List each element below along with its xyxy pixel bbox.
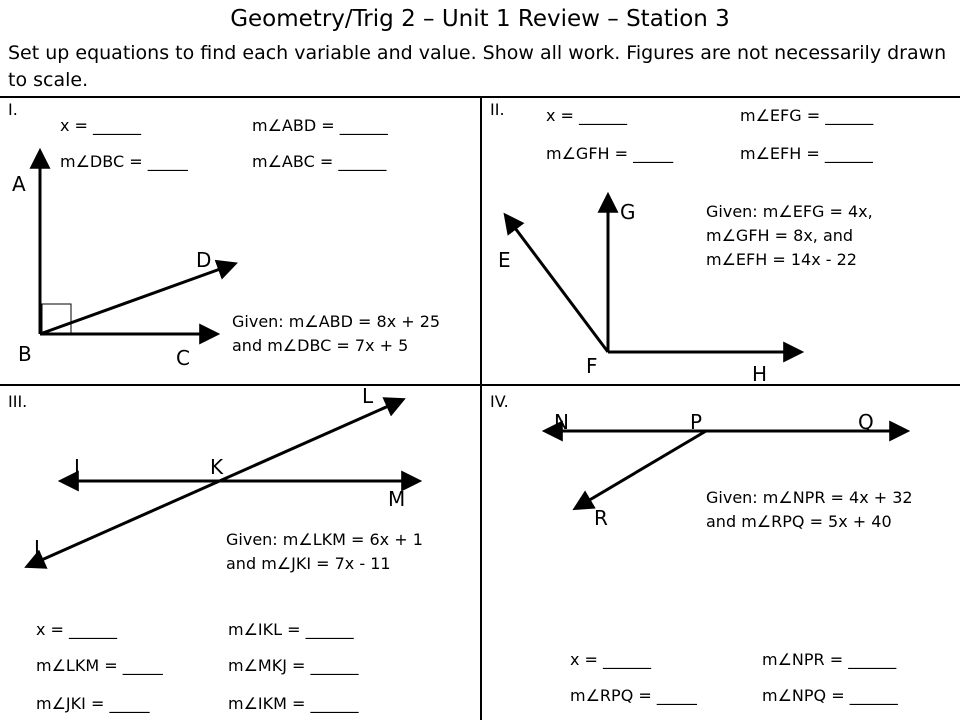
point-label-q: Q — [858, 410, 874, 434]
given-line-1: Given: m∠EFG = 4x, — [706, 202, 873, 221]
ray-fe — [506, 216, 608, 352]
point-label-k: K — [210, 455, 224, 479]
figure-1 — [40, 152, 234, 334]
blank-m-abd: m∠ABD = ______ — [252, 116, 388, 135]
point-label-f: F — [586, 354, 598, 378]
given-line-1: Given: m∠ABD = 8x + 25 — [232, 312, 441, 331]
blank-m-jki: m∠JKI = _____ — [36, 694, 150, 713]
point-label-l: L — [362, 384, 374, 408]
blank-x: x = ______ — [570, 650, 652, 669]
blank-x: x = ______ — [546, 106, 628, 125]
blank-m-efg: m∠EFG = ______ — [740, 106, 874, 125]
section-4-numeral: IV. — [490, 392, 509, 411]
point-label-i: I — [74, 455, 80, 479]
point-label-e: E — [498, 248, 511, 272]
blank-m-dbc: m∠DBC = _____ — [60, 152, 188, 171]
blank-x: x = ______ — [36, 620, 118, 639]
blank-m-rpq: m∠RPQ = _____ — [570, 686, 697, 705]
point-label-n: N — [554, 410, 569, 434]
page-title: Geometry/Trig 2 – Unit 1 Review – Station 3 — [230, 6, 730, 32]
given-line-1: Given: m∠NPR = 4x + 32 — [706, 488, 913, 507]
point-label-c: C — [176, 346, 190, 370]
point-label-h: H — [752, 362, 768, 386]
blank-m-efh: m∠EFH = ______ — [740, 144, 873, 163]
given-line-2: and m∠RPQ = 5x + 40 — [706, 512, 892, 531]
instructions: Set up equations to find each variable and value. Show all work. Figures are not necessarily drawn to scale. — [8, 42, 947, 91]
blank-m-mkj: m∠MKJ = ______ — [228, 656, 359, 675]
blank-m-ikm: m∠IKM = ______ — [228, 694, 359, 713]
point-label-g: G — [620, 200, 636, 224]
blank-m-npr: m∠NPR = ______ — [762, 650, 897, 669]
ray-pr — [576, 431, 706, 508]
point-label-b: B — [18, 342, 32, 366]
point-label-p: P — [690, 410, 703, 434]
section-3-numeral: III. — [8, 392, 28, 411]
given-line-1: Given: m∠LKM = 6x + 1 — [226, 530, 423, 549]
blank-m-gfh: m∠GFH = _____ — [546, 144, 674, 163]
point-label-m: M — [388, 487, 406, 511]
blank-m-abc: m∠ABC = ______ — [252, 152, 387, 171]
point-label-d: D — [196, 248, 212, 272]
section-2-numeral: II. — [490, 100, 505, 119]
section-1-numeral: I. — [8, 100, 18, 119]
point-label-a: A — [12, 172, 26, 196]
blank-x: x = ______ — [60, 116, 142, 135]
ray-bd — [40, 264, 234, 334]
given-line-3: m∠EFH = 14x - 22 — [706, 250, 857, 269]
given-line-2: m∠GFH = 8x, and — [706, 226, 854, 245]
point-label-r: R — [594, 506, 608, 530]
blank-m-lkm: m∠LKM = _____ — [36, 656, 163, 675]
point-label-j: J — [34, 536, 40, 560]
blank-m-ikl: m∠IKL = ______ — [228, 620, 354, 639]
blank-m-npq: m∠NPQ = ______ — [762, 686, 898, 705]
given-line-2: and m∠JKI = 7x - 11 — [226, 554, 391, 573]
given-line-2: and m∠DBC = 7x + 5 — [232, 336, 409, 355]
